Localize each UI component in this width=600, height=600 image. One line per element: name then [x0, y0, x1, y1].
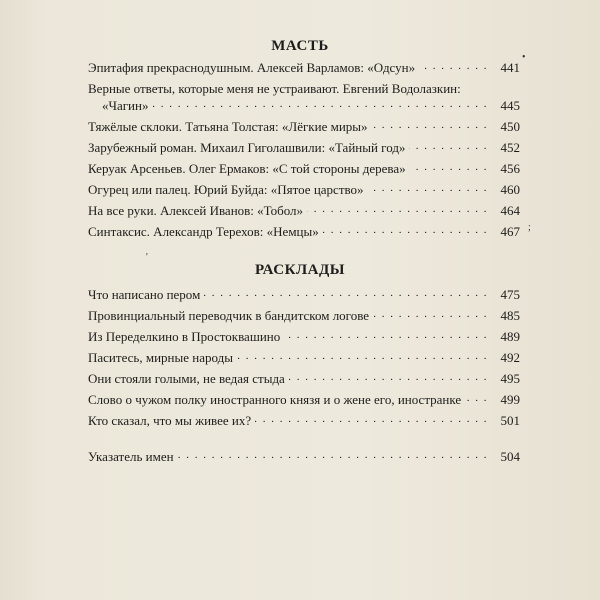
- entry-title: Синтаксис. Александр Терехов: «Немцы»: [88, 224, 319, 239]
- entry-page: 495: [500, 371, 520, 386]
- dot-leader: [409, 139, 488, 156]
- dot-leader: [255, 412, 488, 429]
- entry-title: Паситесь, мирные народы: [88, 350, 233, 365]
- ink-dot-mark: ;: [528, 222, 531, 233]
- toc-entry: [88, 80, 520, 114]
- entry-title: Тяжёлые склоки. Татьяна Толстая: «Лёгкие миры»: [88, 119, 368, 134]
- ink-dot-mark: ': [146, 252, 148, 263]
- toc-entry: [88, 139, 520, 156]
- dot-leader: [372, 118, 488, 135]
- dot-leader: [410, 160, 488, 177]
- toc-entry: [88, 412, 520, 429]
- entry-page: 452: [500, 140, 520, 155]
- entry-page: 467: [500, 224, 520, 239]
- entry-title: Указатель имен: [88, 449, 174, 464]
- dot-leader: [419, 59, 488, 76]
- entry-title: Зарубежный роман. Михаил Гиголашвили: «Тайный год»: [88, 140, 406, 155]
- section-title-raskladу: РАСКЛАДЫ: [254, 262, 346, 278]
- dot-leader: [152, 97, 488, 114]
- entry-title: Что написано пером: [88, 287, 201, 302]
- entry-page: 492: [500, 350, 520, 365]
- dot-leader: [289, 370, 488, 387]
- ink-dot-mark: •: [522, 52, 526, 63]
- entry-page: 475: [500, 287, 520, 302]
- entry-page: 445: [500, 98, 520, 113]
- toc-entry: [88, 118, 520, 135]
- entry-title: Кто сказал, что мы живее их?: [88, 413, 252, 428]
- dot-leader: [465, 391, 488, 408]
- toc-entry: [88, 307, 520, 324]
- entry-page: 485: [500, 308, 520, 323]
- toc-entry: [88, 59, 520, 76]
- dot-leader: [284, 328, 488, 345]
- toc-entry: [88, 181, 520, 198]
- section-title-mast: МАСТЬ: [271, 38, 329, 54]
- toc-entry: [88, 391, 520, 408]
- entry-title-line1: Верные ответы, которые меня не устраивают. Евгений Водолазкин:: [88, 81, 461, 96]
- toc-entry: [88, 223, 520, 240]
- toc-entry: [88, 349, 520, 366]
- dot-leader: [323, 223, 488, 240]
- entry-title: Провинциальный переводчик в бандитском логове: [88, 308, 370, 323]
- toc-entry-index: [88, 448, 520, 465]
- entry-title: Керуак Арсеньев. Олег Ермаков: «С той стороны дерева»: [88, 161, 406, 176]
- entry-title: Из Переделкино в Простоквашино: [88, 329, 281, 344]
- dot-leader: [178, 448, 488, 465]
- toc-entry: [88, 202, 520, 219]
- toc-entry: [88, 328, 520, 345]
- dot-leader: [307, 202, 488, 219]
- entry-page: 464: [500, 203, 520, 218]
- entry-page: 456: [500, 161, 520, 176]
- entry-title-line2: «Чагин»: [102, 98, 149, 113]
- entry-title: Огурец или палец. Юрий Буйда: «Пятое царство»: [88, 182, 364, 197]
- entry-page: 501: [500, 413, 520, 428]
- toc-entry: [88, 160, 520, 177]
- toc-entry: [88, 370, 520, 387]
- entry-title: На все руки. Алексей Иванов: «Тобол»: [88, 203, 304, 218]
- entry-title: Слово о чужом полку иностранного князя и о жене его, иностранке: [88, 392, 462, 407]
- entry-page: 450: [500, 119, 520, 134]
- entry-page: 441: [500, 60, 520, 75]
- dot-leader: [237, 349, 488, 366]
- entry-page: 489: [500, 329, 520, 344]
- dot-leader: [204, 286, 488, 303]
- entry-page: 504: [500, 449, 520, 464]
- toc-entry: [88, 286, 520, 303]
- entry-title: Эпитафия прекраснодушным. Алексей Варламов: «Одсун»: [88, 60, 416, 75]
- dot-leader: [368, 181, 488, 198]
- entry-title: Они стояли голыми, не ведая стыда: [88, 371, 285, 386]
- entry-page: 460: [500, 182, 520, 197]
- dot-leader: [373, 307, 488, 324]
- entry-page: 499: [500, 392, 520, 407]
